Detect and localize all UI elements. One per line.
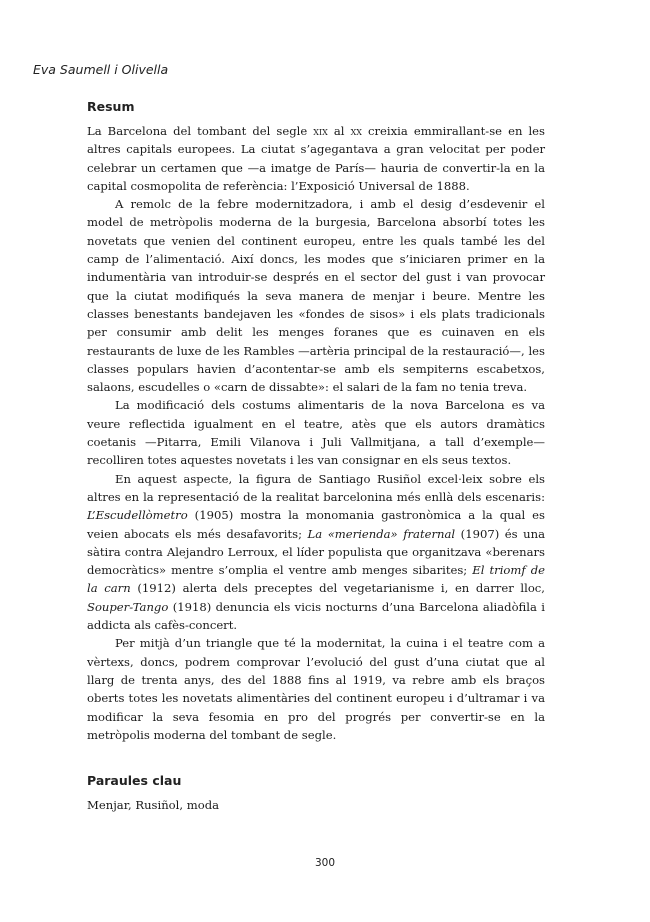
p4-text-c: (1907) és una sàtira contra Alejandro Lerroux, el líder populista que organitzava «berenars democràtics» mentre s’omplia el ventre amb menges sibarites; xyxy=(87,526,545,578)
century-xix: xix xyxy=(313,124,328,138)
century-xx: xx xyxy=(350,124,362,138)
keywords-heading: Paraules clau xyxy=(87,773,182,789)
p4-text-b: (1905) mostra la monomania gastronòmica a la qual es veien abocats els més desafavorits; xyxy=(87,508,545,541)
p1-text-e: creixia emmirallant-se en les altres capitals europees. La ciutat s’agegantava a gran velocitat per poder celebrar un certamen que —a imatge de París— hauria de convertir-la en la capital cosmopolita de referència: l’Exposició Universal de 1888. xyxy=(87,124,545,193)
work-title-souper-tango: Souper-Tango xyxy=(87,599,169,614)
keywords-list: Menjar, Rusiñol, moda xyxy=(87,798,220,813)
p1-text-a: La Barcelona del tombant del segle xyxy=(87,124,314,138)
p4-text-a: En aquest aspecte, la figura de Santiago Rusiñol excel·leix sobre els altres en la representació de la realitat barcelonina més enllà dels escenaris: xyxy=(87,471,545,504)
work-title-merienda-fraternal: La «merienda» fraternal xyxy=(307,526,456,541)
abstract-paragraph-4 xyxy=(87,470,545,635)
work-title-triomf-de-la-carn: El triomf de la carn xyxy=(87,563,545,596)
running-head: Eva Saumell i Olivella xyxy=(33,62,169,77)
abstract-paragraph-3: La modificació dels costums alimentaris de la nova Barcelona es va veure reflectida igualment en el teatre, atès que els autors dramàtics coetanis —Pitarra, Emili Vilanova i Juli Vallmitjana, a tall d’exemple— recolliren totes aquestes novetats i les van consignar en els seus textos. xyxy=(87,398,545,468)
work-title-escudellometro: L’Escudellòmetro xyxy=(87,508,188,523)
p4-text-e: (1918) denuncia els vicis nocturns d’una Barcelona aliadòfila i addicta als cafès-concert. xyxy=(87,599,545,633)
abstract-heading: Resum xyxy=(87,99,135,114)
p1-text-c: al xyxy=(327,124,351,138)
abstract-paragraph-1 xyxy=(87,122,545,195)
p4-text-d: (1912) alerta dels preceptes del vegetarianisme i, en darrer lloc, xyxy=(130,581,545,596)
abstract-paragraph-5: Per mitjà d’un triangle que té la modernitat, la cuina i el teatre com a vèrtexs, doncs, podrem comprovar l’evolució del gust d’una ciutat que al llarg de trenta anys, des del 1888 fins al 1919, va rebre amb els braços oberts totes les novetats alimentàries del continent europeu i d’ultramar i va modificar la seva fesomia en pro del progrés per convertir-se en la metròpolis moderna del tombant de segle. xyxy=(87,636,545,742)
page-content xyxy=(87,98,545,814)
section-spacer xyxy=(87,744,545,772)
page-number: 300 xyxy=(314,857,336,869)
abstract-paragraph-2: A remolc de la febre modernitzadora, i amb el desig d’esdevenir el model de metròpolis moderna de la burgesia, Barcelona absorbí totes les novetats que venien del continent europeu, entre les quals també les del camp de l’alimentació. Així doncs, les modes que s’iniciaren primer en la indumentària van introduir-se després en el sector del gust i van provocar que la ciutat modifiqués la seva manera de menjar i beure. Mentre les classes benestants bandejaven les «fondes de sisos» i els plats tradicionals per consumir amb delit les menges foranes que es cuinaven en els restaurants de luxe de les Rambles —artèria principal de la restauració—, les classes populars havien d’acontentar-se amb els sempiterns escabetxos, salaons, escudelles o «carn de dissabte»: el salari de la fam no tenia treva. xyxy=(87,197,545,395)
